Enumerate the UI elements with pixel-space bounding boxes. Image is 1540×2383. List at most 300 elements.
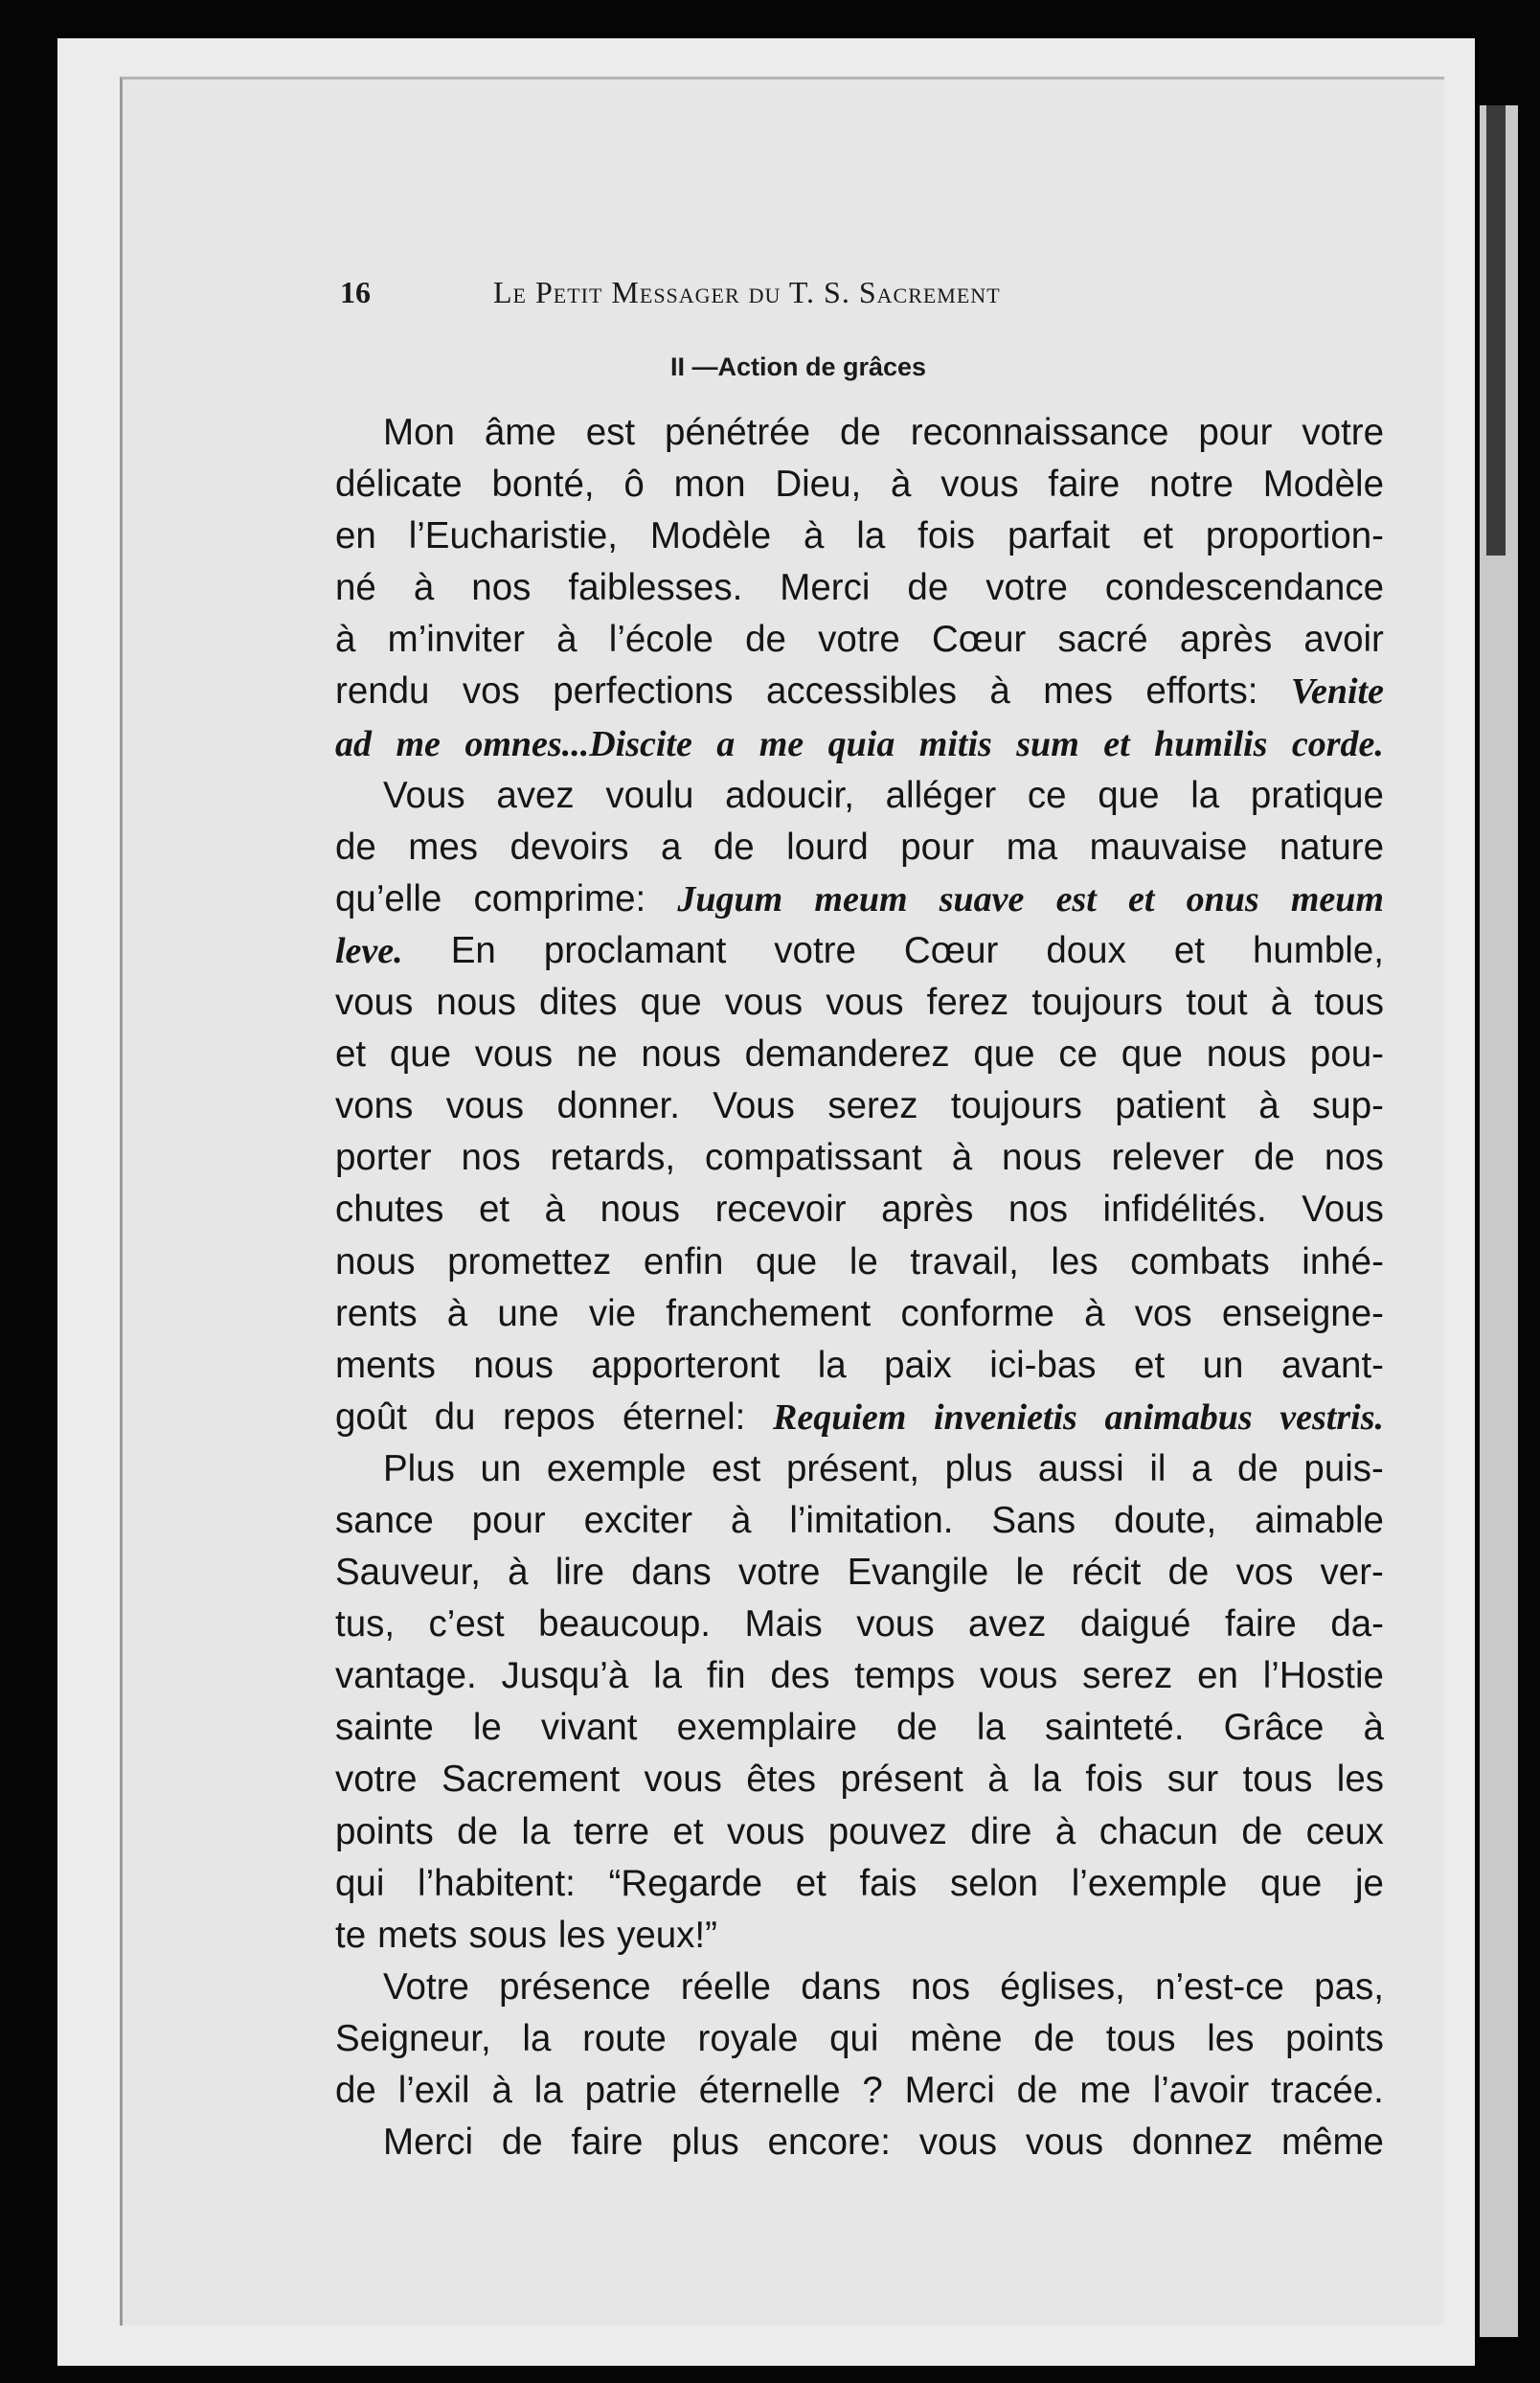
word: tous	[1314, 982, 1384, 1024]
word: un	[1202, 1344, 1244, 1386]
word: plus	[944, 1447, 1013, 1489]
word: vie	[588, 1292, 637, 1334]
text-line	[335, 1962, 1384, 2013]
italic-word: est	[1055, 878, 1097, 919]
word: Sacrement	[441, 1759, 621, 1801]
text-line	[335, 614, 1384, 666]
word: points	[335, 1810, 434, 1852]
word: qui	[335, 1862, 385, 1904]
word: un	[480, 1447, 522, 1489]
word: ne	[576, 1033, 618, 1076]
word: vos	[462, 670, 520, 713]
word: fois	[1085, 1759, 1144, 1801]
word: chacun	[1098, 1810, 1218, 1852]
word: églises,	[1000, 1965, 1125, 2008]
word: éternel:	[622, 1396, 746, 1438]
running-title: Le Petit Messager du T. S. Sacrement	[493, 275, 1001, 309]
word: enseigne-	[1221, 1292, 1384, 1334]
word: a	[661, 826, 682, 868]
word: nous	[335, 1240, 416, 1282]
word: vous	[940, 464, 1019, 506]
italic-word: et	[1103, 723, 1130, 764]
word: toujours	[950, 1085, 1082, 1127]
word: goût	[335, 1396, 407, 1438]
word: da-	[1330, 1603, 1384, 1645]
word: des	[770, 1655, 830, 1697]
word: de	[895, 1707, 938, 1749]
word: “Regarde	[608, 1862, 763, 1904]
word: recevoir	[714, 1189, 847, 1231]
word: de	[1237, 1447, 1279, 1489]
word: éternelle	[698, 2070, 841, 2111]
word: rents	[335, 1292, 418, 1334]
italic-word: corde.	[1291, 723, 1384, 764]
word: à	[508, 1552, 529, 1594]
word: alléger	[885, 774, 997, 816]
word: nos	[1324, 1137, 1384, 1179]
word: ver-	[1320, 1552, 1384, 1594]
word: exemplaire	[676, 1707, 857, 1749]
text-line	[335, 1184, 1384, 1236]
word: et	[1173, 929, 1205, 971]
word: promettez	[447, 1240, 612, 1282]
word: et	[795, 1862, 827, 1904]
text-line	[335, 770, 1384, 822]
word: faire	[1224, 1603, 1297, 1645]
italic-word: sum	[1016, 723, 1079, 764]
word: avoir	[1303, 619, 1384, 661]
word: points	[1285, 2017, 1384, 2059]
word: les	[1336, 1759, 1384, 1801]
word: que	[755, 1240, 818, 1282]
word: sur	[1166, 1759, 1219, 1801]
word: tous	[1242, 1759, 1313, 1801]
word: réelle	[680, 1965, 771, 2008]
word: l’école	[608, 619, 713, 661]
word: accessibles	[765, 670, 957, 713]
word: du	[434, 1396, 476, 1438]
word: votre	[1302, 412, 1384, 453]
word: de	[745, 619, 786, 661]
word: je	[1354, 1862, 1384, 1904]
word: le	[1015, 1552, 1045, 1594]
word: avant-	[1280, 1344, 1384, 1386]
word: Vous	[713, 1085, 795, 1127]
word: l’imitation.	[789, 1499, 954, 1541]
text-line	[335, 1754, 1384, 1805]
text-line	[335, 1599, 1384, 1650]
word: Grâce	[1223, 1707, 1325, 1749]
word: de	[839, 412, 881, 453]
word: de	[501, 2122, 543, 2164]
word: que	[640, 982, 702, 1024]
word: Votre	[383, 1965, 469, 2008]
word: vons	[335, 1085, 414, 1127]
word: Vous	[383, 774, 465, 816]
text-line	[335, 1029, 1384, 1080]
word: né	[335, 567, 376, 609]
word: dire	[970, 1810, 1032, 1852]
word: proportion-	[1205, 515, 1384, 557]
word: nous	[473, 1344, 554, 1386]
word: pour	[1198, 412, 1273, 453]
word: à	[989, 670, 1010, 713]
word: de	[335, 826, 376, 868]
word: mauvaise	[1089, 826, 1248, 868]
word: relever	[1111, 1137, 1225, 1179]
word: demanderez	[744, 1033, 950, 1076]
word: Plus	[383, 1447, 455, 1489]
word: efforts:	[1145, 670, 1258, 713]
word: de	[1016, 2070, 1058, 2111]
text-line	[335, 1288, 1384, 1340]
word: nos	[471, 567, 532, 609]
word: avez	[496, 774, 575, 816]
word: dites	[539, 982, 618, 1024]
word: ma	[1006, 826, 1058, 868]
page-header	[340, 275, 1259, 317]
word: vous	[474, 1033, 554, 1076]
word: dans	[801, 1965, 881, 2008]
word: ceux	[1305, 1810, 1384, 1852]
italic-word: leve.	[335, 930, 403, 971]
word: humble,	[1253, 929, 1384, 971]
italic-word: Venite	[1290, 671, 1384, 713]
word: l’habitent:	[418, 1862, 576, 1904]
word: daigué	[1079, 1603, 1191, 1645]
word: à	[730, 1499, 752, 1541]
text-line	[335, 1080, 1384, 1132]
word: vos	[1235, 1552, 1294, 1594]
word: vous	[445, 1085, 525, 1127]
word: l’Eucharistie,	[408, 515, 618, 557]
word: comprime:	[473, 877, 646, 919]
word: et	[335, 1033, 367, 1076]
word: une	[497, 1292, 559, 1334]
word: délicate	[335, 464, 463, 506]
word: nous	[436, 982, 516, 1024]
word: l’avoir	[1152, 2070, 1250, 2111]
word: vous	[1025, 2122, 1104, 2164]
word: chutes	[335, 1189, 444, 1231]
word: la	[533, 2070, 563, 2111]
word: votre	[818, 619, 900, 661]
word: pour	[900, 826, 975, 868]
word: et	[478, 1189, 510, 1231]
word: patient	[1115, 1085, 1226, 1127]
text-line	[335, 2117, 1384, 2168]
word: aimable	[1255, 1499, 1384, 1541]
word: vivant	[540, 1707, 638, 1749]
word: exemple	[546, 1447, 687, 1489]
word: votre	[335, 1759, 418, 1801]
word: franchement	[666, 1292, 872, 1334]
text-line	[335, 1650, 1384, 1702]
word: avez	[968, 1603, 1047, 1645]
word: dans	[631, 1552, 712, 1594]
text-line	[335, 511, 1384, 562]
italic-word: onus	[1186, 878, 1259, 919]
word: à	[491, 2070, 512, 2111]
word: Merci	[904, 2070, 995, 2111]
word: la	[521, 1810, 551, 1852]
word: fais	[859, 1862, 917, 1904]
word: compatissant	[704, 1137, 922, 1179]
word: voulu	[605, 774, 694, 816]
word: c’est	[428, 1603, 505, 1645]
word: sance	[335, 1499, 434, 1541]
word: travail,	[910, 1240, 1019, 1282]
word: nous	[1002, 1137, 1082, 1179]
word: Vous	[1302, 1189, 1384, 1231]
word: même	[1281, 2122, 1384, 2164]
word: combats	[1130, 1240, 1270, 1282]
text-line	[335, 666, 1384, 717]
text-line	[335, 1702, 1384, 1754]
word: l’exemple	[1071, 1862, 1228, 1904]
word: serez	[827, 1085, 918, 1127]
word: Mon	[383, 412, 455, 453]
word: présent	[840, 1759, 963, 1801]
word: à	[413, 567, 435, 609]
text-line	[335, 2013, 1384, 2065]
word: pour	[471, 1499, 546, 1541]
italic-word: suave	[939, 878, 1025, 919]
word: la	[976, 1707, 1006, 1749]
word: mes	[408, 826, 478, 868]
word: nous	[1206, 1033, 1287, 1076]
italic-word: Requiem	[773, 1396, 907, 1438]
italic-word: me	[396, 723, 441, 764]
word: mène	[910, 2017, 1003, 2059]
word: temps	[854, 1655, 956, 1697]
word: à	[951, 1137, 973, 1179]
word: à	[556, 619, 578, 661]
word: à	[891, 464, 912, 506]
word: les	[1051, 1240, 1098, 1282]
word: parfait	[1007, 515, 1110, 557]
word: à	[804, 515, 825, 557]
word: vous	[979, 1655, 1058, 1697]
word: votre	[737, 1552, 821, 1594]
word: présence	[499, 1965, 651, 2008]
word: la	[856, 515, 886, 557]
word: le	[472, 1707, 502, 1749]
word: Evangile	[847, 1552, 989, 1594]
word: ici-bas	[989, 1344, 1097, 1386]
word: à	[1084, 1292, 1105, 1334]
italic-word: invenietis	[933, 1396, 1077, 1438]
word: exciter	[583, 1499, 693, 1541]
word: récit	[1071, 1552, 1142, 1594]
word: de	[335, 2070, 376, 2111]
word: la	[1032, 1759, 1062, 1801]
italic-word: quia	[827, 723, 895, 764]
word: porter	[335, 1137, 432, 1179]
word: ferez	[926, 982, 1009, 1024]
word: condescendance	[1104, 567, 1384, 609]
italic-word: me	[759, 723, 804, 764]
word: présent,	[785, 1447, 920, 1489]
word: la	[1190, 774, 1220, 816]
word: est	[712, 1447, 761, 1489]
word: vous	[856, 1603, 935, 1645]
word: me	[1079, 2070, 1131, 2111]
word: que	[973, 1033, 1035, 1076]
word: vous	[918, 2122, 998, 2164]
text-line	[335, 459, 1384, 511]
word: ô	[623, 464, 645, 506]
word: aussi	[1037, 1447, 1124, 1489]
word: mes	[1043, 670, 1113, 713]
word: m’inviter	[387, 619, 525, 661]
word: beaucoup.	[538, 1603, 712, 1645]
word: vous	[335, 982, 414, 1024]
word: les	[1207, 2017, 1255, 2059]
word: perfections	[553, 670, 734, 713]
word: doute,	[1114, 1499, 1217, 1541]
word: Sans	[991, 1499, 1076, 1541]
word: à	[446, 1292, 468, 1334]
word: que	[1121, 1033, 1183, 1076]
italic-word: animabus	[1104, 1396, 1253, 1438]
italic-word: omnes...Discite	[464, 723, 692, 764]
word: selon	[950, 1862, 1039, 1904]
word: il	[1149, 1447, 1166, 1489]
text-line	[335, 1340, 1384, 1392]
word: vos	[1134, 1292, 1192, 1334]
word: mon	[673, 464, 746, 506]
italic-word: humilis	[1154, 723, 1268, 764]
text-line	[335, 925, 1384, 977]
word: terre	[573, 1810, 649, 1852]
word: vous	[826, 982, 904, 1024]
word: qui	[829, 2017, 879, 2059]
word: sacré	[1057, 619, 1148, 661]
word: encore:	[767, 2122, 891, 2164]
word: Mais	[744, 1603, 823, 1645]
word: de	[1254, 1137, 1295, 1179]
italic-word: Jugum	[677, 878, 783, 919]
italic-word: mitis	[918, 723, 992, 764]
word: infidélités.	[1102, 1189, 1267, 1231]
word: ce	[1027, 774, 1067, 816]
word: Cœur	[903, 929, 999, 971]
word: notre	[1149, 464, 1234, 506]
word: Cœur	[931, 619, 1027, 661]
word: pratique	[1250, 774, 1384, 816]
word: pas,	[1314, 1965, 1384, 2008]
word: de	[1241, 1810, 1283, 1852]
body-text	[335, 407, 1384, 2168]
word: la	[653, 1655, 683, 1697]
text-line	[335, 1547, 1384, 1599]
word: de	[457, 1810, 498, 1852]
word: apporteront	[591, 1344, 781, 1386]
word: et	[1134, 1344, 1166, 1386]
italic-word: a	[716, 723, 736, 764]
word: nos	[1008, 1189, 1068, 1231]
word: à	[1270, 982, 1292, 1024]
word: le	[849, 1240, 878, 1282]
text-line	[335, 1237, 1384, 1288]
adjacent-page-shadow	[1486, 105, 1506, 556]
word: Modèle	[649, 515, 772, 557]
text-line	[335, 874, 1384, 925]
word: ments	[335, 1344, 436, 1386]
word: à	[1363, 1707, 1384, 1749]
word: plus	[671, 2122, 739, 2164]
word: pou-	[1309, 1033, 1384, 1076]
word: la	[817, 1344, 847, 1386]
word: vantage.	[335, 1655, 477, 1697]
word: que	[389, 1033, 452, 1076]
word: inhé-	[1302, 1240, 1384, 1282]
word: faire	[1048, 464, 1121, 506]
word: qu’elle	[335, 877, 442, 919]
word: Sauveur,	[335, 1552, 481, 1594]
word: serez	[1082, 1655, 1173, 1697]
word: devoirs	[510, 826, 629, 868]
text-line	[335, 822, 1384, 874]
word: puis-	[1303, 1447, 1384, 1489]
italic-word: meum	[1290, 878, 1384, 919]
word: êtes	[746, 1759, 817, 1801]
text-line	[335, 1858, 1384, 1910]
word: tous	[1105, 2017, 1176, 2059]
word: nous	[600, 1189, 681, 1231]
word: Dieu,	[775, 464, 862, 506]
word: bonté,	[491, 464, 595, 506]
word: route	[582, 2017, 667, 2059]
text-line	[335, 718, 1384, 770]
word: fin	[706, 1655, 746, 1697]
word: tout	[1186, 982, 1248, 1024]
word: à	[335, 619, 356, 661]
word: tus,	[335, 1603, 396, 1645]
word: ce	[1058, 1033, 1098, 1076]
word: patrie	[584, 2070, 677, 2111]
word: vous	[724, 982, 804, 1024]
word: doux	[1046, 929, 1126, 971]
word: faire	[571, 2122, 644, 2164]
word: retards,	[550, 1137, 676, 1179]
word: après	[881, 1189, 974, 1231]
word: et	[672, 1810, 704, 1852]
word: faiblesses.	[568, 567, 743, 609]
word: sainte	[335, 1707, 434, 1749]
word: rendu	[335, 670, 430, 713]
word: enfin	[643, 1240, 724, 1282]
word: en	[1197, 1655, 1238, 1697]
word: la	[522, 2017, 552, 2059]
word: proclamant	[543, 929, 727, 971]
word: vous	[644, 1759, 722, 1801]
text-line	[335, 1132, 1384, 1184]
word: l’exil	[397, 2070, 470, 2111]
word: nos	[461, 1137, 521, 1179]
italic-word: meum	[814, 878, 908, 919]
italic-word: vestris.	[1280, 1396, 1384, 1438]
word: n’est-ce	[1155, 1965, 1284, 2008]
text-line	[335, 977, 1384, 1029]
word: sous	[468, 1914, 547, 1956]
word: te	[335, 1914, 367, 1956]
word: nature	[1279, 826, 1384, 868]
text-line	[335, 407, 1384, 459]
word: en	[335, 515, 376, 557]
word: votre	[985, 567, 1068, 609]
